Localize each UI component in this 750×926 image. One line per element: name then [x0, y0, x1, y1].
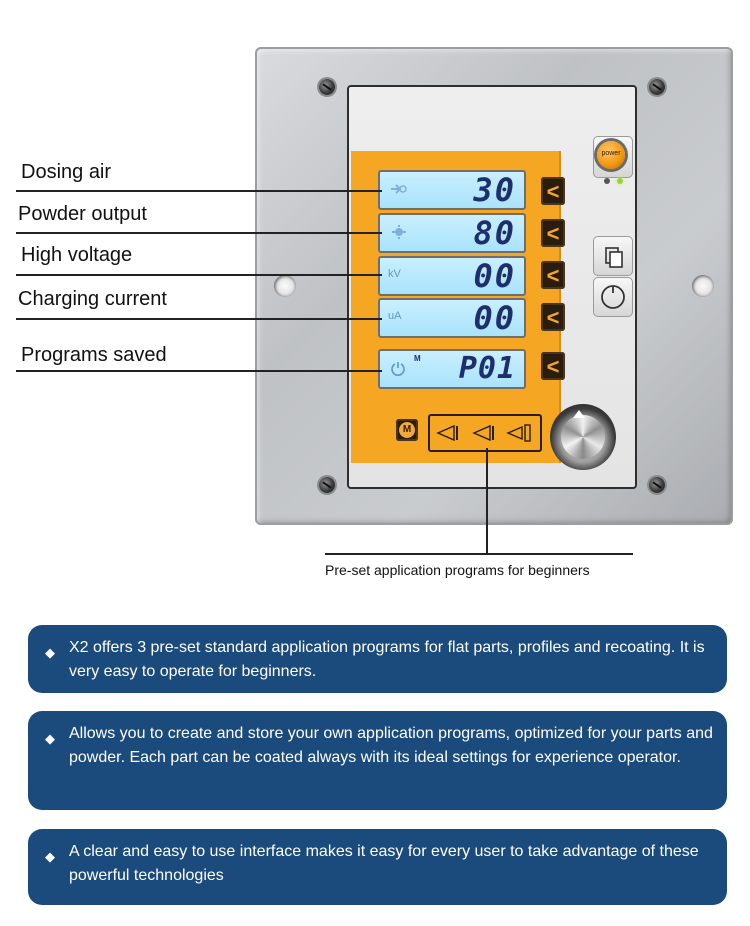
lcd-charging-current: [378, 298, 526, 338]
dosing-air-adjust-button[interactable]: [541, 177, 565, 205]
label-programs-saved: Programs saved: [21, 344, 167, 366]
lcd-powder-output: [378, 213, 526, 253]
status-led-on: [617, 178, 623, 184]
screw-bottom-left: [319, 477, 335, 493]
screw-bottom-right: [649, 477, 665, 493]
program-copy-icon: [594, 237, 632, 275]
powder-icon: [390, 224, 408, 240]
lcd-high-voltage: [378, 256, 526, 296]
program-adjust-button[interactable]: [541, 352, 565, 380]
leader-high-voltage: [16, 274, 382, 276]
program-value: P01: [458, 351, 516, 386]
status-led-off: [604, 178, 610, 184]
preset-caption: Pre-set application programs for beginners: [325, 562, 590, 578]
mode-button-label: M: [399, 422, 415, 438]
air-icon: [390, 181, 408, 197]
leader-preset-horizontal: [325, 553, 633, 555]
mode-button[interactable]: [396, 419, 418, 441]
screw-top-right: [649, 79, 665, 95]
info-text: Allows you to create and store your own application programs, optimized for your parts and powder. Each part can be coated always with its ideal settings for experience operator.: [69, 725, 713, 766]
bullet-diamond-icon: ◆: [45, 849, 55, 864]
power-standby-icon: [390, 360, 406, 376]
info-text: A clear and easy to use interface makes it easy for every user to take advantage of these powerful technologies: [69, 843, 699, 884]
chevron-left-icon: <: [546, 354, 560, 379]
info-box-presets: [28, 625, 727, 693]
high-voltage-adjust-button[interactable]: [541, 261, 565, 289]
lcd-programs: [378, 349, 526, 389]
power-cycle-button[interactable]: [593, 277, 633, 317]
chevron-left-icon: <: [546, 305, 560, 330]
screw-top-left: [319, 79, 335, 95]
powder-output-value: 80: [473, 214, 516, 252]
program-mode-indicator: M: [414, 354, 421, 363]
power-label: power: [601, 150, 621, 157]
label-charging-current: Charging current: [18, 288, 167, 310]
label-powder-output: Powder output: [18, 203, 147, 225]
info-box-interface: [28, 829, 727, 905]
spray-icon: [430, 416, 540, 450]
chevron-left-icon: <: [546, 221, 560, 246]
chevron-left-icon: <: [546, 179, 560, 204]
powder-output-adjust-button[interactable]: [541, 219, 565, 247]
high-voltage-value: 00: [473, 257, 516, 295]
label-dosing-air: Dosing air: [21, 161, 112, 183]
knob-indicator-icon: [573, 410, 585, 418]
high-voltage-unit: kV: [388, 268, 401, 280]
charging-current-value: 00: [473, 299, 516, 337]
bullet-diamond-icon: ◆: [45, 731, 55, 746]
leader-dosing-air: [16, 190, 382, 192]
bullet-diamond-icon: ◆: [45, 645, 55, 660]
info-box-custom-programs: [28, 711, 727, 810]
charging-current-adjust-button[interactable]: [541, 303, 565, 331]
leader-preset-vertical: [486, 448, 488, 553]
leader-charging-current: [16, 318, 382, 320]
power-cycle-icon: [594, 278, 632, 316]
mount-hole-right: [692, 275, 714, 297]
dosing-air-value: 30: [473, 171, 516, 209]
chevron-left-icon: <: [546, 263, 560, 288]
label-high-voltage: High voltage: [21, 244, 133, 266]
program-copy-button[interactable]: [593, 236, 633, 276]
preset-program-selector[interactable]: [428, 414, 542, 452]
info-text: X2 offers 3 pre-set standard application programs for flat parts, profiles and recoating. It is very easy to operate for beginners.: [69, 639, 705, 680]
lcd-dosing-air: [378, 170, 526, 210]
leader-programs-saved: [16, 370, 382, 372]
mount-hole-left: [274, 275, 296, 297]
power-button[interactable]: [597, 141, 625, 169]
leader-powder-output: [16, 232, 382, 234]
charging-current-unit: uA: [388, 310, 402, 322]
